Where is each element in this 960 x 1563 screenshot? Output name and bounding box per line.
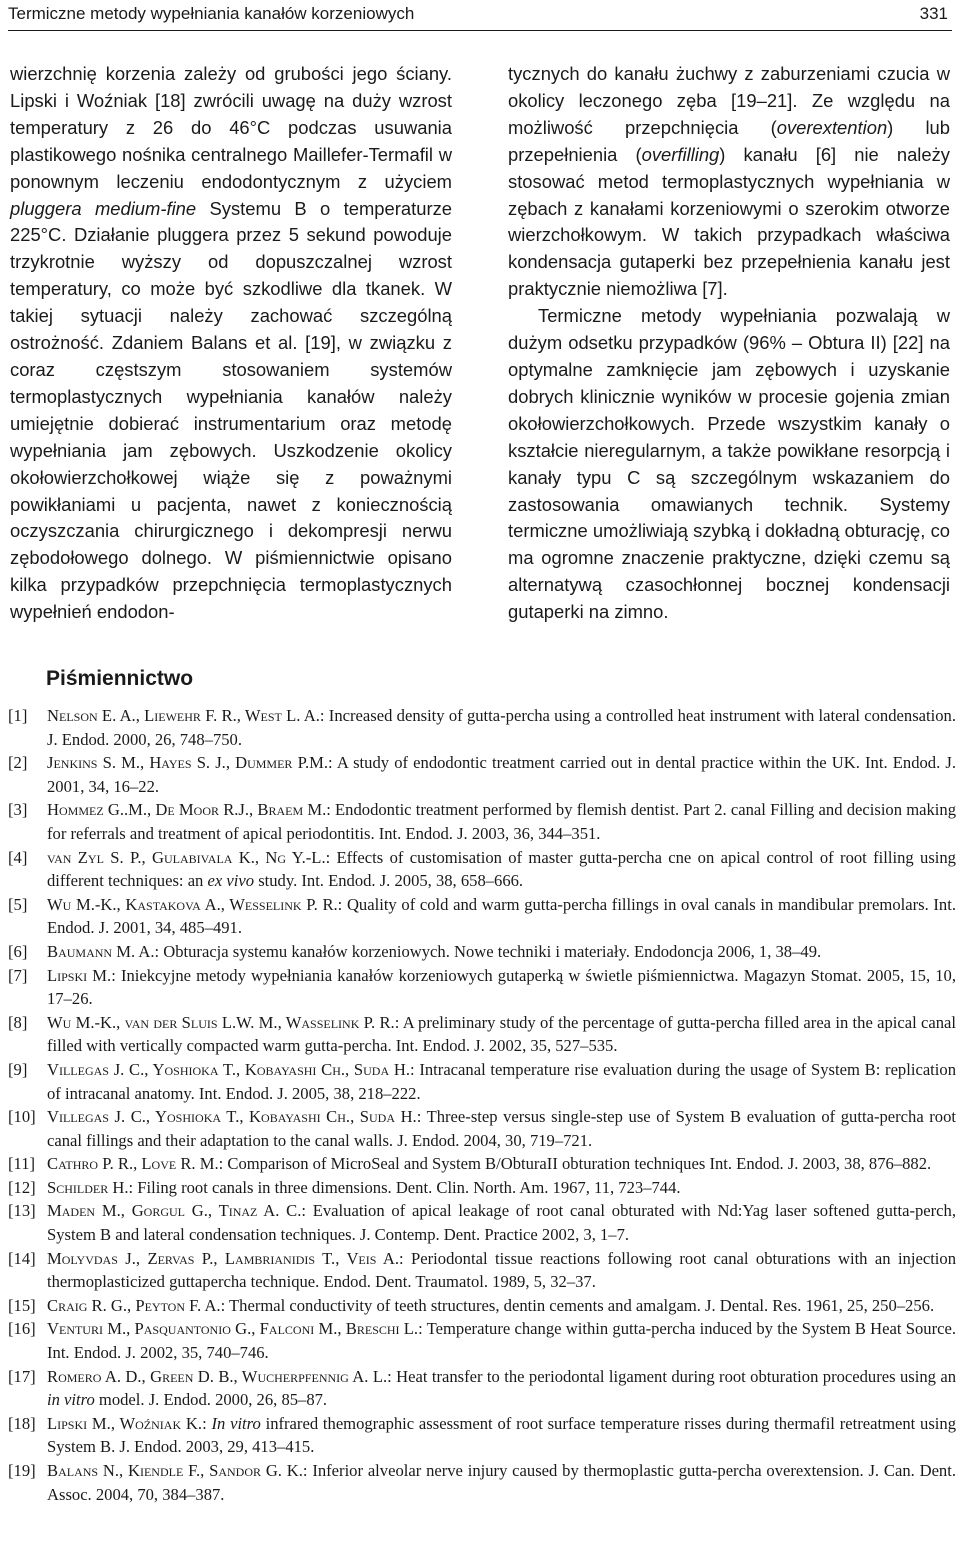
reference-authors: Balans N., Kiendle F., Sandor G. K. <box>47 1461 303 1480</box>
reference-text: : Intracanal temperature rise evaluation during the usage of System B: replication of intracanal anatomy. Int. Endod. J. 2005, 38, 218–222. <box>47 1059 956 1103</box>
reference-item <box>8 1294 956 1318</box>
text-run: ) lub przepełnienia ( <box>508 116 950 165</box>
reference-authors: Maden M., Gorgul G., Tinaz A. C. <box>47 1201 302 1221</box>
reference-authors: Cathro P. R., Love R. M. <box>47 1154 219 1174</box>
reference-number: [4] <box>8 847 28 867</box>
text-run: wierzchnię korzenia zależy od grubości jego ściany. Lipski i Woźniak [18] zwrócili uwagę na duży wzrost temperatury z 26 do 46°C podczas usuwania plastikowego nośnika centralnego Maillefer-Termafil w ponownym leczeniu endodontycznym z użyciem <box>10 63 452 192</box>
reference-authors: Wu M.-K., van der Sluis L.W. M., Wasselink P. R. <box>47 1012 395 1032</box>
reference-item <box>8 1105 956 1152</box>
reference-number: [6] <box>8 941 28 961</box>
reference-number: [5] <box>8 894 28 914</box>
reference-item <box>8 798 956 845</box>
reference-text: : Evaluation of apical leakage of root canal obturated with Nd:Yag laser softened gutta-perch, System B and lateral condensation techniques. J. Contemp. Dent. Practice 2002, 3, 1–7. <box>47 1201 956 1245</box>
text-run: ) kanału [6] nie należy stosować metod termoplastycznych wypełniania w zębach z kanałami korzeniowymi o szerokim otworze wierzchołkowym. W takich przypadkach właściwa kondensacja gutaperki bez przepełnienia kanału jest praktycznie niemożliwa [7]. <box>508 143 950 300</box>
running-title: Termiczne metody wypełniania kanałów korzeniowych <box>8 4 415 23</box>
paragraph <box>508 61 950 303</box>
reference-authors: Wu M.-K., Kastakova A., Wesselink P. R. <box>47 894 338 914</box>
reference-item <box>8 704 956 751</box>
reference-italic: in vitro <box>47 1390 95 1410</box>
reference-number: [12] <box>8 1177 36 1197</box>
reference-text: : A preliminary study of the percentage of gutta-percha filled area in the apical canal filled with vertically compacted warm gutta-percha. Int. Endod. J. 2002, 35, 527–535. <box>47 1012 956 1056</box>
reference-text: : Heat transfer to the periodontal ligament during root obturation procedures using an <box>387 1366 956 1386</box>
reference-text: : Obturacja systemu kanałów korzeniowych. Nowe techniki i materiały. Endodoncja 2006, 1, 38–49. <box>154 941 822 961</box>
reference-italic: In vitro <box>211 1413 261 1433</box>
reference-item <box>8 940 956 964</box>
right-column <box>508 61 950 626</box>
reference-item <box>8 1365 956 1412</box>
reference-authors: van Zyl S. P., Gulabivala K., Ng Y.-L. <box>47 847 326 867</box>
reference-text: : A study of endodontic treatment carried out in dental practice within the UK. Int. Endod. J. 2001, 34, 16–22. <box>47 753 956 796</box>
reference-authors: Jenkins S. M., Hayes S. J., Dummer P.M. <box>47 753 329 773</box>
reference-number: [19] <box>8 1461 36 1480</box>
italic-term: overfilling <box>641 143 720 165</box>
reference-authors: Villegas J. C., Yoshioka T., Kobayashi Ch., Suda H. <box>47 1107 417 1127</box>
reference-number: [10] <box>8 1107 36 1127</box>
reference-item <box>8 1152 956 1176</box>
reference-item <box>8 1011 956 1058</box>
reference-italic: ex vivo <box>207 871 255 891</box>
reference-number: [8] <box>8 1012 28 1032</box>
bibliography-list <box>8 704 956 1506</box>
reference-item <box>8 1199 956 1246</box>
italic-term: overextention <box>776 116 888 138</box>
reference-number: [18] <box>8 1413 36 1433</box>
reference-item <box>8 1317 956 1364</box>
reference-authors: Nelson E. A., Liewehr F. R., West L. A. <box>47 706 320 725</box>
reference-item <box>8 846 956 893</box>
reference-item <box>8 1412 956 1459</box>
reference-authors: Baumann M. A. <box>47 941 155 961</box>
reference-authors: Schilder H. <box>47 1177 129 1197</box>
reference-text: : Increased density of gutta-percha using a controlled heat instrument with lateral condensation. J. Endod. 2000, 26, 748–750. <box>47 706 956 749</box>
paragraph: Termiczne metody wypełniania pozwalają w dużym odsetku przypadków (96% – Obtura II) [22] na optymalne zamknięcie jam zębowych i uzyskanie dobrych klinicznie wyników w procesie gojenia zmian okołowierzchołkowych. Przede wszystkim kanały o kształcie nieregularnym, a także powikłane resorpcją i kanały typu C są szczególnym wskazaniem do zastosowania omawianych technik. Systemy termiczne umożliwiają szybką i dokładną obturację, co ma ogromne znaczenie praktyczne, dzięki czemu są alternatywą czasochłonnej bocznej kondensacji gutaperki na zimno. <box>508 305 950 623</box>
reference-item <box>8 964 956 1011</box>
reference-authors: Lipski M., Woźniak K. <box>47 1413 203 1433</box>
reference-text: : Effects of customisation of master gutta-percha cne on apical control of root filling using different techniques: an <box>47 847 956 891</box>
reference-text: infrared themographic assessment of root surface temperature risses during thermafil retreatment using System B. J. Endod. 2003, 29, 413–415. <box>47 1413 956 1457</box>
reference-item <box>8 1176 956 1200</box>
reference-text: : Thermal conductivity of teeth structures, dentin cements and amalgam. J. Dental. Res. 1961, 25, 250–256. <box>220 1295 935 1315</box>
reference-number: [7] <box>8 965 28 985</box>
running-header <box>8 0 952 31</box>
text-run: Systemu B o temperaturze 225°C. Działanie pluggera przez 5 sekund powoduje trzykrotnie wyższy od dopuszczalnej wzrost temperatury, co może być szkodliwe dla tkanek. W takiej sytuacji należy zachować szczególną ostrożność. Zdaniem Balans et al. [19], w związku z coraz częstszym stosowaniem systemów termoplastycznych wypełniania kanałów należy umiejętnie dobierać instrumentarium oraz metodę wypełniania jam zębowych. Uszkodzenie okolicy okołowierzchołkowej wiąże się z poważnymi powikłaniami u pacjenta, nawet z koniecznością oczyszczania chirurgicznego i dekompresji nerwu zębodołowego dolnego. W piśmiennictwie opisano kilka przypadków przepchnięcia termoplastycznych wypełnień endodon- <box>10 197 453 623</box>
reference-text: : Three-step versus single-step use of System B evaluation of gutta-percha root canal fillings and their adaptation to the canal walls. J. Endod. 2004, 30, 719–721. <box>47 1107 956 1150</box>
reference-text: : Periodontal tissue reactions following root canal obturations with an injection thermoplasticized guttapercha technique. Endod. Dent. Traumatol. 1989, 5, 32–37. <box>47 1248 957 1292</box>
reference-number: [16] <box>8 1319 36 1339</box>
reference-authors: Villegas J. C., Yoshioka T., Kobayashi Ch., Suda H. <box>47 1059 411 1079</box>
reference-item <box>8 751 956 798</box>
reference-item <box>8 1247 956 1294</box>
paragraph <box>10 61 452 626</box>
italic-term: pluggera medium-fine <box>10 197 197 219</box>
reference-text: : Temperature change within gutta-percha induced by the System B Heat Source. Int. Endod. J. 2002, 35, 740–746. <box>47 1319 956 1363</box>
reference-number: [14] <box>8 1248 36 1268</box>
reference-authors: Craig R. G., Peyton F. A. <box>47 1295 221 1315</box>
reference-number: [15] <box>8 1295 36 1315</box>
reference-text: : Quality of cold and warm gutta-percha fillings in oval canals in mandibular premolars. Int. Endod. J. 2001, 34, 485–491. <box>47 894 956 938</box>
reference-text: : Comparison of MicroSeal and System B/ObturaII obturation techniques Int. Endod. J. 2003, 38, 876–882. <box>218 1154 932 1174</box>
reference-text: : Inferior alveolar nerve injury caused by thermoplastic gutta-percha overextension. J. Can. Dent. Assoc. 2004, 70, 384–387. <box>47 1461 956 1504</box>
reference-number: [3] <box>8 800 28 820</box>
reference-authors: Romero A. D., Green D. B., Wucherpfennig A. L. <box>47 1366 388 1386</box>
page-number: 331 <box>919 4 948 23</box>
reference-text: : Filing root canals in three dimensions. Dent. Clin. North. Am. 1967, 11, 723–744. <box>128 1177 681 1197</box>
reference-number: [1] <box>8 706 28 725</box>
reference-authors: Molyvdas J., Zervas P., Lambrianidis T., Veis A. <box>47 1248 400 1268</box>
bibliography-heading: Piśmiennictwo <box>46 667 194 690</box>
reference-number: [2] <box>8 753 28 773</box>
reference-text: model. J. Endod. 2000, 26, 85–87. <box>94 1390 328 1410</box>
body-columns <box>10 61 950 626</box>
reference-item <box>8 1058 956 1105</box>
reference-item <box>8 1459 956 1506</box>
reference-number: [17] <box>8 1366 36 1386</box>
reference-text: study. Int. Endod. J. 2005, 38, 658–666. <box>254 871 524 891</box>
reference-text: : <box>202 1413 212 1433</box>
reference-text: : Iniekcyjne metody wypełniania kanałów korzeniowych gutaperką w świetle piśmiennictwa. Magazyn Stomat. 2005, 15, 10, 17–26. <box>47 965 956 1009</box>
reference-authors: Venturi M., Pasquantonio G., Falconi M., Breschi L. <box>47 1319 419 1339</box>
left-column <box>10 61 452 626</box>
reference-authors: Lipski M. <box>47 965 112 985</box>
text-run: tycznych do kanału żuchwy z zaburzeniami czucia w okolicy leczonego zęba [19–21]. Ze względu na możliwość przepchnięcia ( <box>508 63 950 138</box>
reference-item <box>8 893 956 940</box>
reference-number: [9] <box>8 1059 28 1079</box>
reference-text: : Endodontic treatment performed by flemish dentist. Part 2. canal Filling and decision making for referrals and treatment of apical periodontitis. Int. Endod. J. 2003, 36, 344–351. <box>47 800 957 843</box>
reference-authors: Hommez G..M., De Moor R.J., Braem M. <box>47 800 327 820</box>
reference-number: [11] <box>8 1154 36 1174</box>
reference-number: [13] <box>8 1201 36 1221</box>
